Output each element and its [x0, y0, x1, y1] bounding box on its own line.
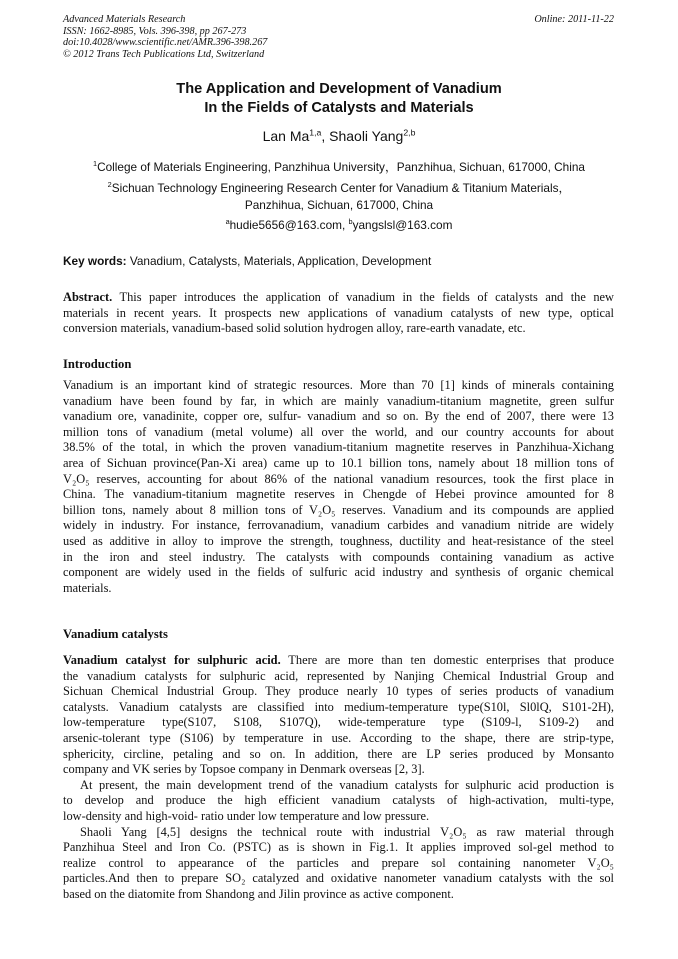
paper-title — [0, 80, 678, 117]
author-2-name: Shaoli Yang — [329, 128, 404, 144]
text-line: Shaoli Yang [4,5] designs the technical route with industrial V₂O₅ as raw material through — [80, 824, 614, 839]
abstract-line: conversion materials, vanadium-based solid solution hydrogen alloy, rare-earth vanadate, etc. — [63, 321, 526, 336]
text-line: Panzhihua Steel and Iron Co. (PSTC) as is shown in Fig.1. It applies improved sol-gel method to — [63, 840, 614, 855]
introduction-heading: Introduction — [63, 357, 132, 371]
text-line: vanadium have been found by far, in which are mainly vanadium-titanium magnetite, green sulfur — [63, 393, 614, 408]
journal-header — [63, 14, 267, 60]
author-line — [0, 128, 678, 144]
text-line: realize control to appearance of the particles and prepare sol containing nanometer V₂O₅ — [63, 855, 614, 870]
text-line: catalysts. Vanadium catalysts are classified into medium-temperature type(S10l, Sl0lQ, S101-2H), — [63, 699, 614, 714]
text-line: Sichuan Chemical Industrial Group. They produce nearly 10 types of series products of vanadium — [63, 684, 614, 699]
text-line: area of Sichuan province(Pan-Xi area) came up to 10.1 billion tons, namely about 18 million tons of — [63, 455, 614, 470]
keywords-label: Key words: — [63, 254, 127, 268]
title-line-1: The Application and Development of Vanadium — [176, 81, 502, 97]
text-line: based on the diatomite from Shandong and Jilin province as active component. — [63, 886, 454, 901]
text-line: company and VK series by Topsoe company in Denmark overseas [2, 3]. — [63, 762, 425, 777]
text-line: Vanadium is an important kind of strategic resources. More than 70 [1] kinds of minerals containing — [63, 378, 614, 392]
affiliation-1 — [0, 158, 678, 175]
text-line: billion tons, namely about 8 million tons of V₂O₅ reserves. Vanadium and its compounds are applied — [63, 502, 614, 517]
author-2-sup: 2,b — [403, 127, 416, 138]
affiliation-1-text: College of Materials Engineering, Panzhihua University，Panzhihua, Sichuan, 617000, China — [97, 160, 585, 174]
affiliation-2-line-2: Panzhihua, Sichuan, 617000, China — [244, 198, 434, 212]
keywords-text: Vanadium, Catalysts, Materials, Application, Development — [126, 254, 432, 268]
subsection-label: Vanadium catalyst for sulphuric acid. — [63, 653, 281, 667]
text-line: low-temperature type(S107, S108, S107Q), wide-temperature type (S109-l, S109-2) and — [63, 715, 614, 730]
doi-line: doi:10.4028/www.scientific.net/AMR.396-398.267 — [63, 37, 268, 49]
abstract-label: Abstract. — [63, 290, 113, 304]
text-line: materials. — [63, 580, 112, 595]
author-1-name: Lan Ma — [262, 128, 310, 144]
email-b: yangslsl@163.com — [352, 218, 453, 232]
affiliation-1-sup: 1 — [93, 159, 98, 169]
vanadium-catalysts-body — [63, 653, 614, 903]
text-line: arsenic-tolerant type (S106) by temperature in use. According to the shape, there are strip-type, — [63, 730, 614, 745]
email-b-sup: b — [348, 217, 353, 227]
email-a-sup: a — [225, 217, 230, 227]
text-line: V₂O₅ reserves, accounting for about 86% of the national vanadium resources, took the first place in — [63, 471, 614, 486]
text-line: to develop and produce the high efficient vanadium catalysts of high-activation, multi-type, — [63, 793, 614, 808]
abstract-line: This paper introduces the application of vanadium in the fields of catalysts and the new — [112, 290, 614, 304]
text-line: China. The vanadium-titanium magnetite reserves in Chengde of Hebei province amounted for 8 — [63, 487, 614, 502]
text-line: low-density and high-void- ratio under low temperature and low pressure. — [63, 808, 430, 823]
journal-name: Advanced Materials Research — [63, 14, 186, 25]
abstract — [63, 290, 614, 337]
text-line: used as additive in alloy to improve the strength, toughness, ductility and heat-resistance of the steel — [63, 533, 614, 548]
issn-line: ISSN: 1662-8985, Vols. 396-398, pp 267-273 — [63, 25, 247, 37]
author-1-sup: 1,a — [309, 127, 322, 138]
title-line-2: In the Fields of Catalysts and Materials — [204, 99, 474, 116]
affiliation-2-sup: 2 — [107, 180, 112, 190]
text-line: widely in industry. For instance, ferrovanadium, vanadium carbides and vanadium nitride are widely — [63, 518, 614, 533]
text-line: 38.5% of the total, in which the proven vanadium-titanium magnetite reserves in Panzhihua-Xichang — [63, 440, 614, 455]
text-line: There are more than ten domestic enterprises that produce — [280, 653, 614, 667]
text-line: million tons of vanadium (metal volume) all over the world, and our country accounts for about — [63, 424, 614, 439]
affiliation-2-line-1: Sichuan Technology Engineering Research Center for Vanadium & Titanium Materials， — [111, 181, 571, 195]
text-line: sphericity, circline, petaling and so on. In addition, there are LP series produced by Monsanto — [63, 746, 614, 761]
text-line: the vanadium catalysts for sulphuric acid, represented by Nanjing Chemical Industrial Group and — [63, 668, 614, 683]
abstract-line: materials in recent years. It prospects new applications of vanadium catalysts of new type, optical — [63, 305, 614, 320]
vanadium-catalysts-heading: Vanadium catalysts — [63, 627, 168, 641]
text-line: vanadium ore, vanadinite, copper ore, sulfur- vanadium and so on. By the end of 2007, there were 13 — [63, 409, 614, 424]
author-emails — [0, 218, 678, 232]
introduction-body — [63, 378, 614, 596]
online-date: Online: 2011-11-22 — [534, 14, 614, 25]
copyright-line: © 2012 Trans Tech Publications Ltd, Switzerland — [63, 48, 265, 60]
author-separator: , — [321, 128, 330, 144]
text-line: particles.And then to prepare SO₂ catalyzed and oxidative nanometer vanadium catalysts with the sol — [63, 871, 614, 886]
text-line: At present, the main development trend of the vanadium catalysts for sulphuric acid production is — [80, 777, 614, 792]
affiliation-2 — [0, 180, 678, 214]
text-line: component are widely used in the fields of sulfuric acid industry and synthesis of organic chemical — [63, 565, 614, 580]
text-line: in the iron and steel industry. The catalysts with compounds containing vanadium as active — [63, 549, 614, 564]
keywords — [63, 254, 431, 268]
email-a: hudie5656@163.com, — [229, 218, 349, 232]
